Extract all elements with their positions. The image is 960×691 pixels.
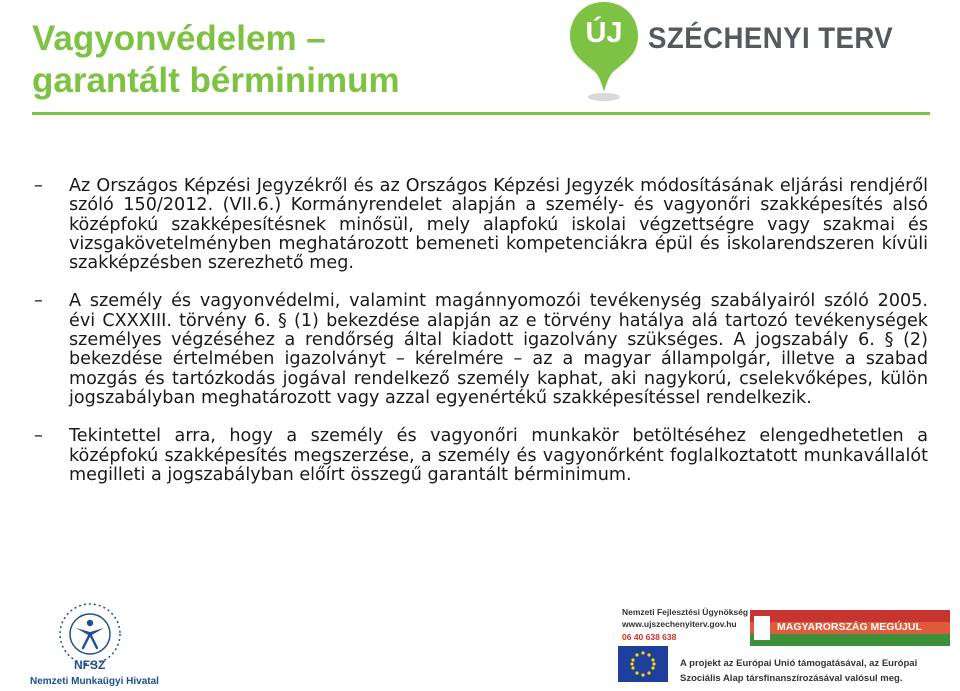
uj-szechenyi-terv-logo: [568, 0, 898, 104]
logo-brand-text: SZÉCHENYI TERV: [648, 22, 894, 55]
nfu-contact: [622, 606, 749, 643]
eu-flag-icon: [618, 646, 668, 682]
eu-funding-line-1: A projekt az Európai Unió támogatásával, az Európai: [680, 658, 918, 669]
nfu-website: www.ujszechenyiterv.gov.hu: [622, 619, 737, 629]
eu-funding-line-2: Szociális Alap társfinanszírozásával valósul meg.: [680, 673, 903, 684]
nfsz-logo: [30, 596, 159, 691]
map-pin-icon: [568, 0, 648, 104]
nfsz-abbr: NFSZ: [74, 658, 106, 672]
page-title-line-1: Vagyonvédelem –: [32, 19, 326, 58]
list-item: [34, 292, 928, 408]
page-title-line-2: garantált bérminimum: [32, 61, 400, 100]
magyarorszag-megujul-banner: [750, 610, 950, 646]
banner-text: MAGYARORSZÁG MEGÚJUL: [777, 621, 922, 633]
bullet-dash: –: [34, 426, 43, 447]
bullet-text: A személy és vagyonvédelmi, valamint magánnyomozói tevékenység szabályairól szóló 2005. évi CXXXIII. törvény 6. § (1) bekezdése alapján az e törvény hatálya alá tartozó tevékenységek személyes végzéséhez a rendőrség által kiadott igazolvány szükséges. A jogszabály 6. § (2) bekezdése értelmében igazolványt – kérelmére – az a magyar állampolgár, illetve a szabad mozgás és tartózkodás jogával rendelkező személy kaphat, aki nagykorú, cselekvőképes, külön jogszabályban meghatározott vagy azzal egyenértékű szakképesítéssel rendelkezik.: [69, 291, 928, 408]
bullet-text: Az Országos Képzési Jegyzékről és az Országos Képzési Jegyzék módosításának eljárási rendjéről szóló 150/2012. (VII.6.) Kormányrendelet alapján a személy- és vagyonőri szakképesítés alsó középfokú szakképesítésnek minősül, mely alapfokú iskolai végzettségre vagy szakmai és vizsgakövetelményben meghatározott bemeneti kompetenciákra épül és iskolarendszeren kívüli szakképzésben szerezhető meg.: [69, 176, 928, 274]
list-item: [34, 427, 928, 485]
bullet-dash: –: [34, 291, 43, 312]
page-title: [32, 18, 552, 102]
eu-flag: [618, 646, 668, 682]
nfu-phone: 06 40 638 638: [622, 632, 677, 642]
bullet-text: Tekintettel arra, hogy a személy és vagyonőri munkakör betöltéséhez elengedhetetlen a középfokú szakképesítés megszerzése, a személy és vagyonőrként foglalkoztatott munkavállalót megilleti a jogszabályban előírt összegű garantált bérminimum.: [69, 426, 928, 485]
bullet-dash: –: [34, 176, 43, 196]
bullet-list: [34, 177, 928, 504]
eu-funding-notice: [680, 656, 950, 686]
header-divider: [32, 112, 930, 115]
nfsz-name: Nemzeti Munkaügyi Hivatal: [30, 676, 159, 687]
logo-pin-text: ÚJ: [585, 17, 623, 49]
list-item: [34, 177, 928, 273]
nfu-agency-name: Nemzeti Fejlesztési Ügynökség: [622, 607, 749, 617]
